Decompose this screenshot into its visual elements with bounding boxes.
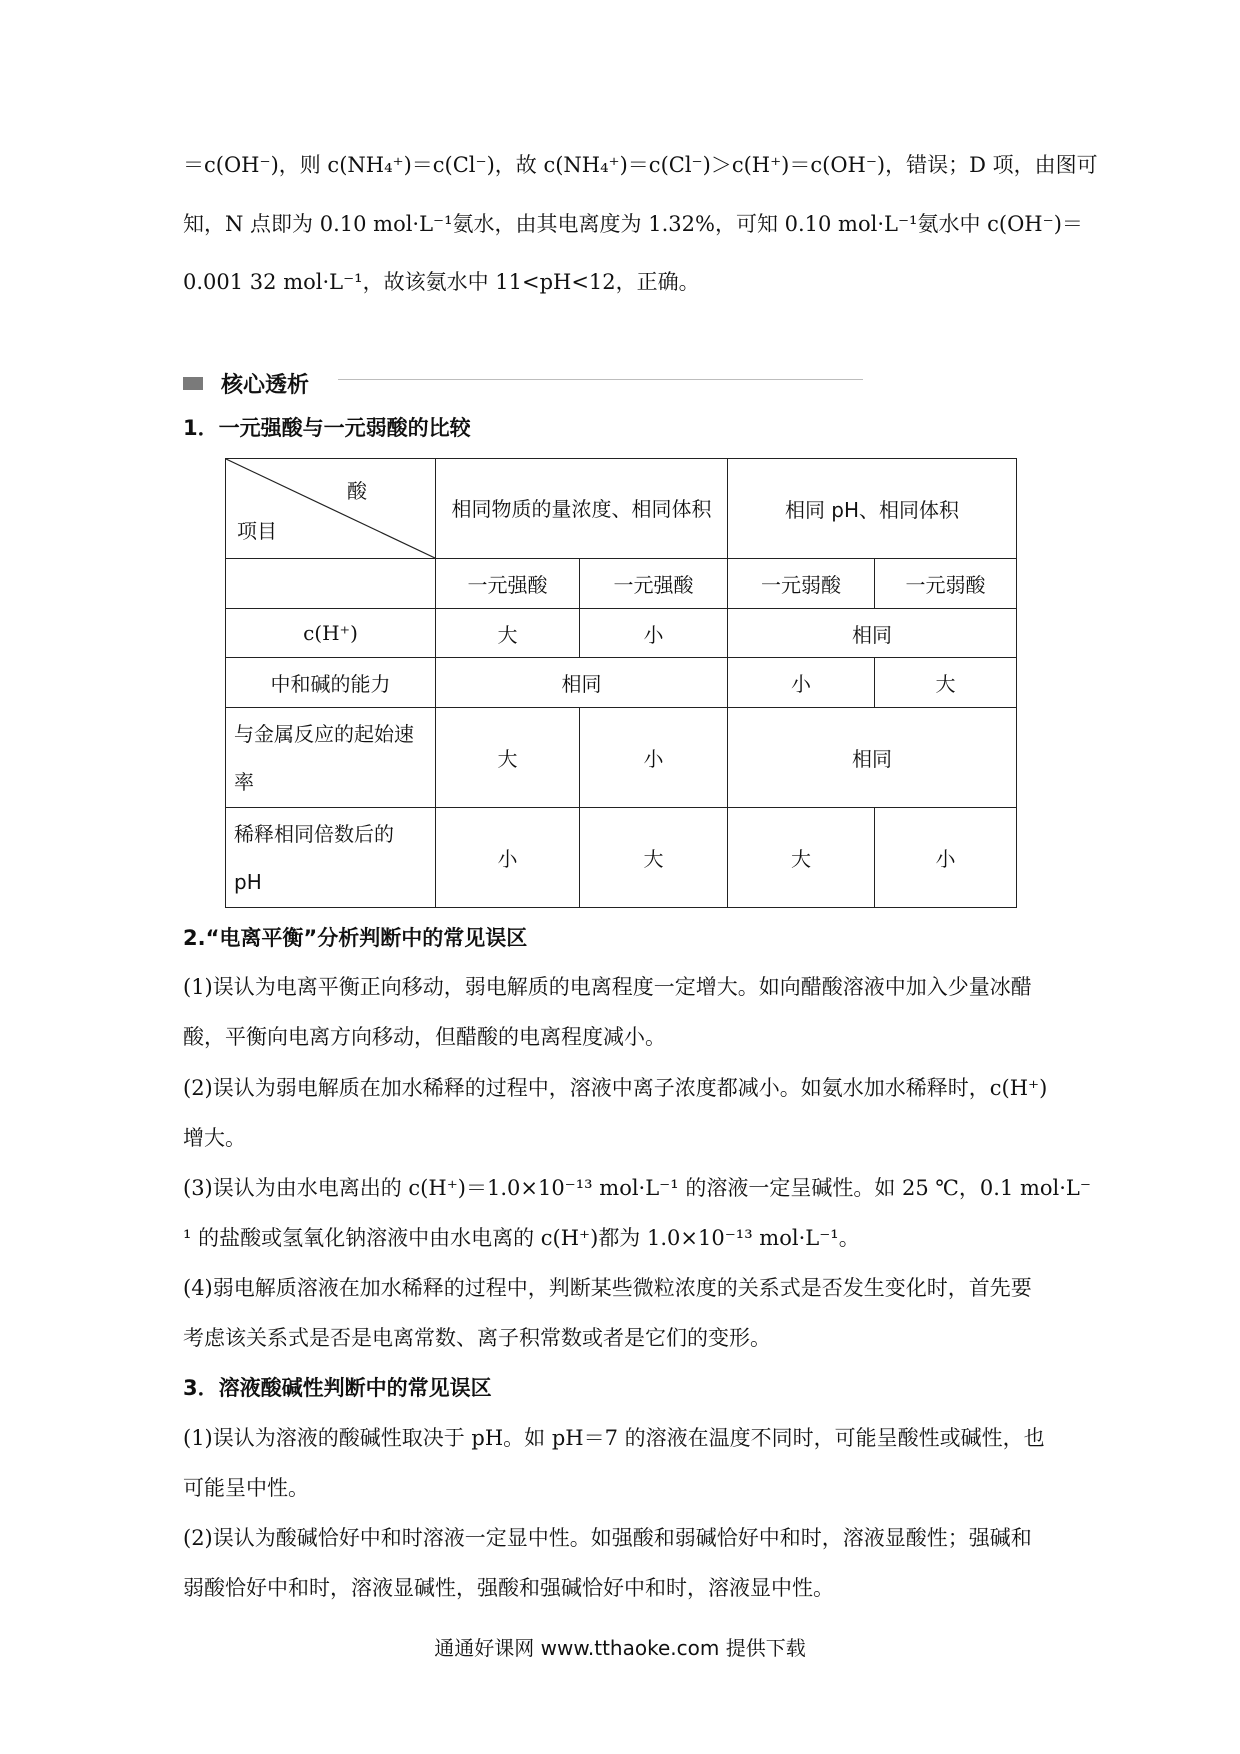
table-cell: 小 <box>580 609 728 658</box>
row-label-rate: 与金属反应的起始速率 <box>226 708 436 808</box>
item3-line: 可能呈中性。 <box>183 1476 309 1500</box>
item2-line: 考虑该关系式是否是电离常数、离子积常数或者是它们的变形。 <box>183 1326 771 1350</box>
row-label-ch: c(H⁺) <box>226 609 436 658</box>
section-title: 核心透析 <box>221 373 310 398</box>
row-label-dilute: 稀释相同倍数后的 pH <box>226 808 436 908</box>
item2-line: 酸，平衡向电离方向移动，但醋酸的电离程度减小。 <box>183 1025 666 1049</box>
item2-line: (1)误认为电离平衡正向移动，弱电解质的电离程度一定增大。如向醋酸溶液中加入少量冰醋 <box>183 975 1032 999</box>
item2-line: (2)误认为弱电解质在加水稀释的过程中，溶液中离子浓度都减小。如氨水加水稀释时，c(H⁺) <box>183 1076 1048 1100</box>
diag-top-label: 酸 <box>347 479 367 503</box>
page-footer: 通通好课网 www.tthaoke.com 提供下载 <box>434 1636 806 1660</box>
sub-header: 一元强酸 <box>580 559 728 609</box>
group2-header: 相同 pH、相同体积 <box>728 459 1017 559</box>
item3-line: (1)误认为溶液的酸碱性取决于 pH。如 pH＝7 的溶液在温度不同时，可能呈酸性或碱性，也 <box>183 1426 1045 1450</box>
item2-line: (4)弱电解质溶液在加水稀释的过程中，判断某些微粒浓度的关系式是否发生变化时，首先要 <box>183 1276 1032 1300</box>
table-cell: 小 <box>580 708 728 808</box>
table-cell: 小 <box>875 808 1017 908</box>
table-cell: 大 <box>436 708 580 808</box>
table-cell: 小 <box>728 658 875 708</box>
diag-bottom-label: 项目 <box>237 519 277 543</box>
item3-line: (2)误认为酸碱恰好中和时溶液一定显中性。如强酸和弱碱恰好中和时，溶液显酸性；强碱和 <box>183 1526 1032 1550</box>
sub-header-empty <box>226 559 436 609</box>
item2-line: ¹ 的盐酸或氢氧化钠溶液中由水电离的 c(H⁺)都为 1.0×10⁻¹³ mol·L⁻¹。 <box>183 1226 860 1250</box>
table-diagonal-header <box>226 459 436 559</box>
intro-line-3: 0.001 32 mol·L⁻¹，故该氨水中 11<pH<12，正确。 <box>183 270 700 294</box>
section-header <box>183 368 309 399</box>
intro-line-1: ＝c(OH⁻)，则 c(NH₄⁺)＝c(Cl⁻)，故 c(NH₄⁺)＝c(Cl⁻)＞c(H⁺)＝c(OH⁻)，错误；D 项，由图可 <box>183 153 1098 177</box>
item2-line: 增大。 <box>183 1126 246 1150</box>
section-rule <box>338 379 863 380</box>
sub-header: 一元弱酸 <box>728 559 875 609</box>
item3-title: 3．溶液酸碱性判断中的常见误区 <box>183 1376 492 1400</box>
table-cell: 小 <box>436 808 580 908</box>
table-cell: 相同 <box>728 708 1017 808</box>
comparison-table <box>225 458 1017 908</box>
table-cell: 相同 <box>436 658 728 708</box>
item1-title: 1．一元强酸与一元弱酸的比较 <box>183 416 471 440</box>
sub-header: 一元弱酸 <box>875 559 1017 609</box>
item2-line: (3)误认为由水电离出的 c(H⁺)＝1.0×10⁻¹³ mol·L⁻¹ 的溶液一定呈碱性。如 25 ℃，0.1 mol·L⁻ <box>183 1176 1091 1200</box>
table-cell: 大 <box>436 609 580 658</box>
sub-header: 一元强酸 <box>436 559 580 609</box>
item2-title: 2.“电离平衡”分析判断中的常见误区 <box>183 926 528 950</box>
intro-line-2: 知，N 点即为 0.10 mol·L⁻¹氨水，由其电离度为 1.32%，可知 0.10 mol·L⁻¹氨水中 c(OH⁻)＝ <box>183 212 1083 236</box>
group1-header: 相同物质的量浓度、相同体积 <box>436 459 728 559</box>
section-square-icon <box>183 377 203 390</box>
table-cell: 大 <box>728 808 875 908</box>
item3-line: 弱酸恰好中和时，溶液显碱性，强酸和强碱恰好中和时，溶液显中性。 <box>183 1576 834 1600</box>
table-cell: 相同 <box>728 609 1017 658</box>
table-cell: 大 <box>580 808 728 908</box>
table-cell: 大 <box>875 658 1017 708</box>
row-label-neutral: 中和碱的能力 <box>226 658 436 708</box>
